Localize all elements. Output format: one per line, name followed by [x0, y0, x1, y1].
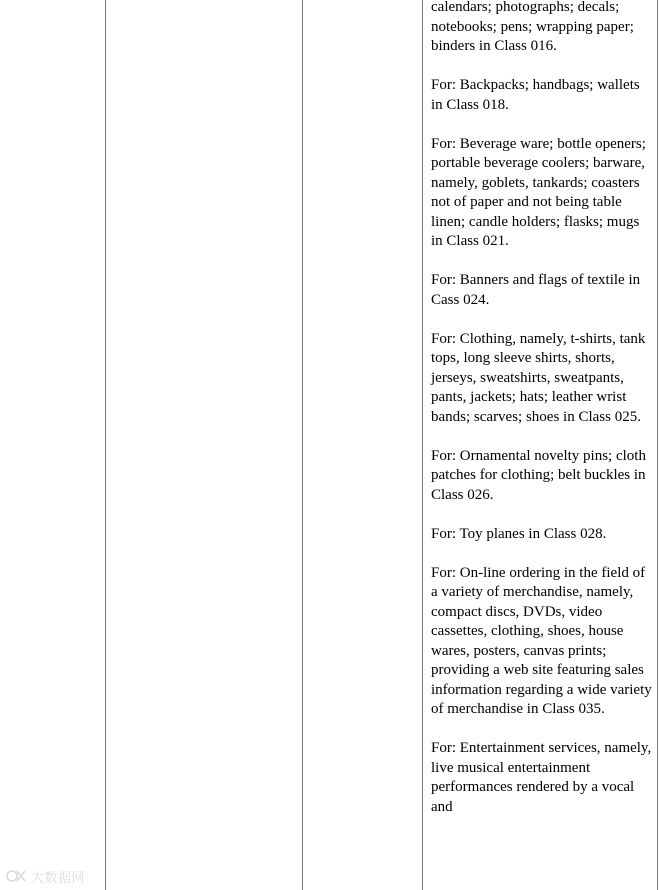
column-divider [422, 0, 423, 890]
goods-services-cell [431, 0, 653, 837]
goods-entry: For: Backpacks; handbags; wallets in Class 018. [431, 77, 640, 113]
goods-entry: For: Banners and flags of textile in Cass 024. [431, 272, 641, 308]
watermark [6, 866, 96, 886]
column-divider [657, 0, 658, 890]
goods-entry: calendars; photographs; decals; notebooks; pens; wrapping paper; binders in Class 016. [431, 0, 634, 54]
column-divider [302, 0, 303, 890]
goods-entry: For: Clothing, namely, t-shirts, tank tops, long sleeve shirts, shorts, jerseys, sweatshirts, sweatpants, pants, jackets; hats; leather wrist bands; scarves; shoes in Class 025. [431, 330, 646, 425]
goods-entry: For: Ornamental novelty pins; cloth patches for clothing; belt buckles in Class 026. [431, 447, 646, 503]
watermark-text: 大数据网 [31, 870, 86, 886]
goods-entry: For: Toy planes in Class 028. [431, 525, 607, 542]
column-divider [105, 0, 106, 890]
goods-entry: For: Entertainment services, namely, live musical entertainment performances rendered by a vocal and [431, 740, 652, 815]
goods-entry: For: On-line ordering in the field of a variety of merchandise, namely, compact discs, DVDs, video cassettes, clothing, shoes, house wares, posters, canvas prints; providing a web site featuring sales information regarding a wide variety of merchandise in Class 035. [431, 564, 652, 717]
goods-entry: For: Beverage ware; bottle openers; portable beverage coolers; barware, namely, goblets, tankards; coasters not of paper and not being table linen; candle holders; flasks; mugs in Class 021. [431, 135, 646, 249]
watermark-logo-icon [6, 868, 28, 884]
